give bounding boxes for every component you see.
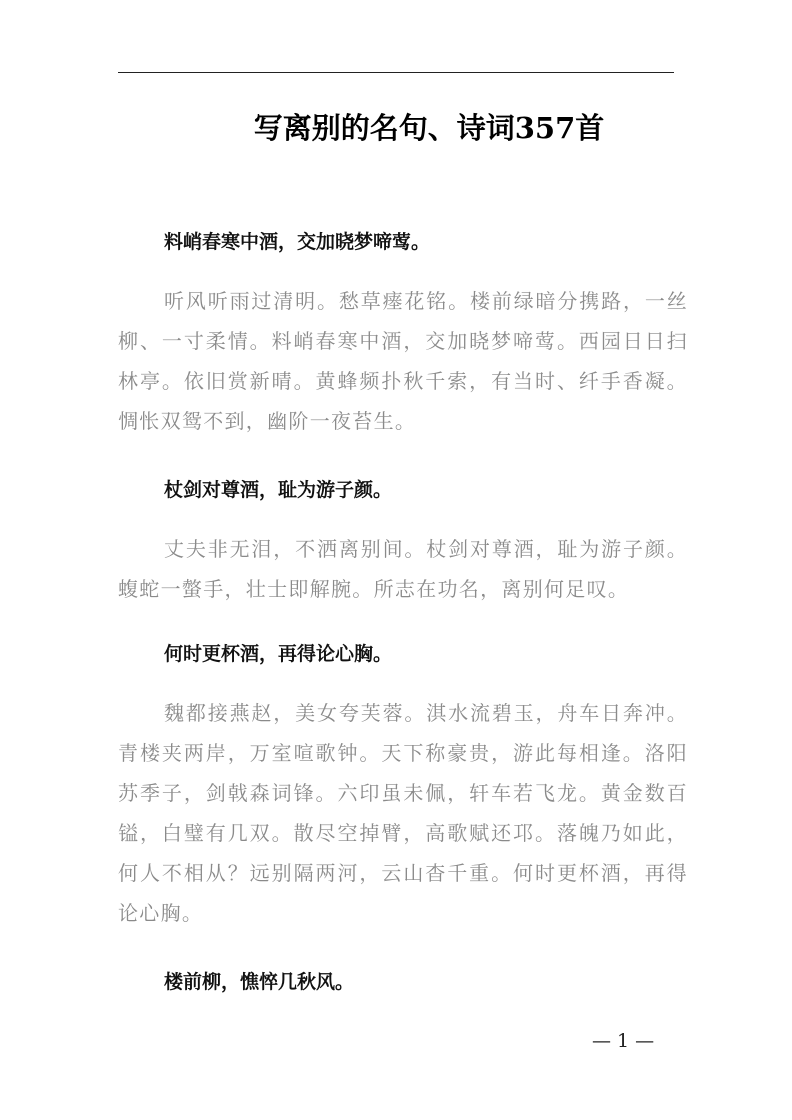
section-heading-2: 杖剑对尊酒，耻为游子颜。 xyxy=(164,479,393,501)
section-heading-4: 楼前柳，憔悴几秋风。 xyxy=(164,971,355,993)
page-title: 写离别的名句、诗词357首 xyxy=(253,111,605,145)
section-body-3: 魏都接燕赵，美女夸芙蓉。淇水流碧玉，舟车日奔冲。青楼夹两岸，万室喧歌钟。天下称豪贵，游此每相逢。洛阳苏季子，剑戟森词锋。六印虽未佩，轩车若飞龙。黄金数百镒，白璧有几双。散尽空掉臂，高歌赋还邛。落魄乃如此，何人不相从？远别隔两河，云山杳千重。何时更杯酒，再得论心胸。 xyxy=(118,701,688,925)
page-number: — 1 — xyxy=(592,1030,655,1052)
section-body-2: 丈夫非无泪，不洒离别间。杖剑对尊酒，耻为游子颜。蝮蛇一螫手，壮士即解腕。所志在功名，离别何足叹。 xyxy=(118,537,688,601)
section-heading-1: 料峭春寒中酒，交加晓梦啼莺。 xyxy=(164,231,431,253)
section-body-1: 听风听雨过清明。愁草瘗花铭。楼前绿暗分携路，一丝柳、一寸柔情。料峭春寒中酒，交加晓梦啼莺。西园日日扫林亭。依旧赏新晴。黄蜂频扑秋千索，有当时、纤手香凝。惆怅双鸳不到，幽阶一夜苔生。 xyxy=(118,289,688,433)
section-heading-3: 何时更杯酒，再得论心胸。 xyxy=(164,643,393,665)
header-rule xyxy=(118,72,674,73)
